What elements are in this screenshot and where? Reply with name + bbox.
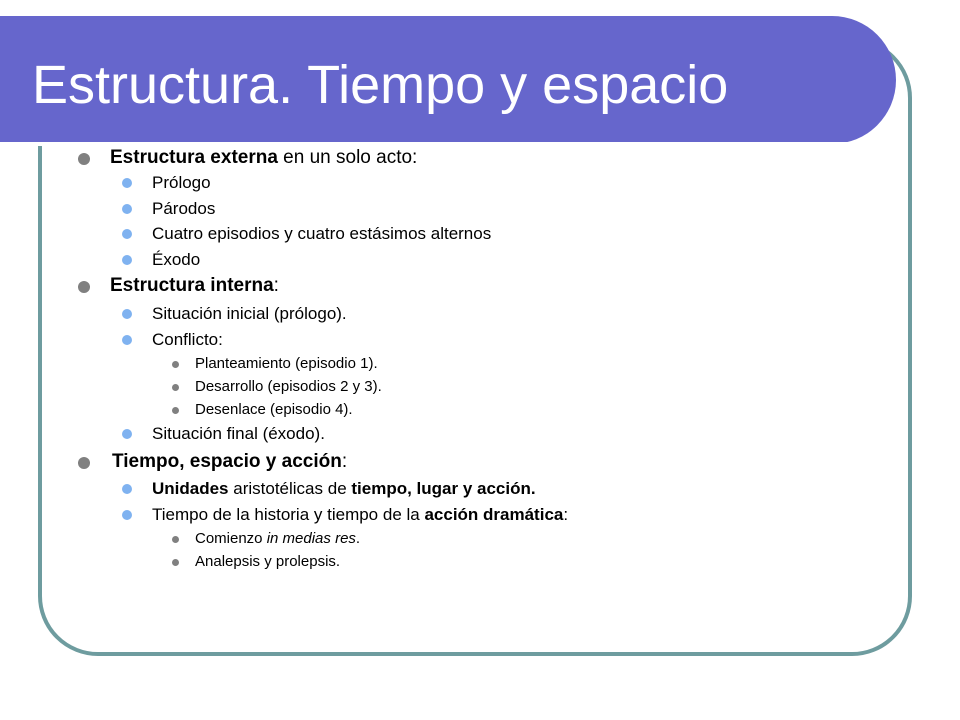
- list-item-level2: Situación final (éxodo).: [152, 424, 325, 443]
- list-item-level2: Prólogo: [152, 173, 211, 192]
- list-item-level2: Cuatro episodios y cuatro estásimos alternos: [152, 224, 492, 243]
- list-item-level2: Conflicto:: [152, 330, 223, 349]
- list-item-level3: Planteamiento (episodio 1).: [195, 355, 378, 372]
- list-item-level2: Situación inicial (prólogo).: [152, 304, 347, 323]
- bullet-level2: [122, 204, 132, 214]
- slide-title: Estructura. Tiempo y espacio: [32, 55, 729, 115]
- bullet-level1: [78, 457, 90, 469]
- list-item-level2: Párodos: [152, 199, 216, 218]
- bullet-level3: [172, 384, 179, 391]
- bullet-level2: [122, 255, 132, 265]
- bullet-level2: [122, 510, 132, 520]
- list-item-level1: Estructura interna:: [110, 275, 279, 296]
- list-item-level3: Analepsis y prolepsis.: [195, 553, 341, 570]
- bullet-level1: [78, 281, 90, 293]
- list-item-level2: Tiempo de la historia y tiempo de la acción dramática:: [152, 505, 569, 524]
- list-item-level2: Unidades aristotélicas de tiempo, lugar y acción.: [152, 479, 536, 498]
- bullet-level2: [122, 178, 132, 188]
- list-item-level3: Desarrollo (episodios 2 y 3).: [195, 378, 382, 395]
- bullet-level1: [78, 153, 90, 165]
- bullet-level2: [122, 484, 132, 494]
- bullet-level3: [172, 361, 179, 368]
- bullet-level2: [122, 429, 132, 439]
- bullet-level3: [172, 536, 179, 543]
- list-item-level2: Éxodo: [152, 250, 201, 269]
- list-item-level1: Tiempo, espacio y acción:: [112, 451, 348, 472]
- list-item-level3: Desenlace (episodio 4).: [195, 401, 353, 418]
- bullet-level2: [122, 229, 132, 239]
- list-item-level3: Comienzo in medias res.: [195, 530, 361, 547]
- bullet-level2: [122, 335, 132, 345]
- list-item-level1: Estructura externa en un solo acto:: [110, 147, 418, 168]
- bullet-level3: [172, 559, 179, 566]
- bullet-level2: [122, 309, 132, 319]
- bullet-level3: [172, 407, 179, 414]
